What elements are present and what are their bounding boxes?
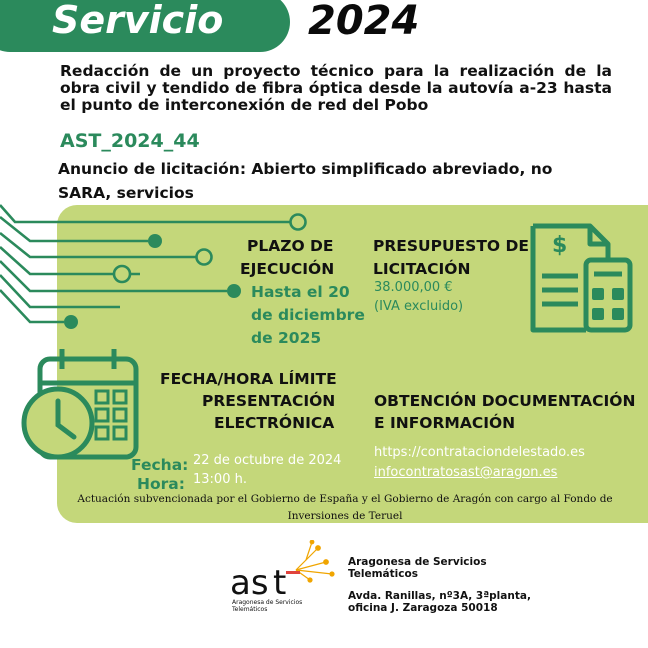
logo-subtitle-1: Aragonesa de Servicios xyxy=(232,599,303,606)
org-name-1: Aragonesa de Servicios xyxy=(348,556,487,568)
plazo-value-2: de diciembre xyxy=(251,306,365,324)
hora-label: Hora: xyxy=(137,475,185,493)
project-code: AST_2024_44 xyxy=(60,130,200,152)
hora-value: 13:00 h. xyxy=(193,472,247,487)
calendar-clock-icon xyxy=(18,347,144,465)
service-label: Servicio xyxy=(52,0,224,42)
presupuesto-amount: 38.000,00 € xyxy=(374,280,453,295)
org-name-2: Telemáticos xyxy=(348,568,418,580)
fecha-label: Fecha: xyxy=(131,456,189,474)
org-address-1: Avda. Ranillas, nº3A, 3ªplanta, xyxy=(348,590,531,602)
plazo-heading-2: EJECUCIÓN xyxy=(240,260,335,278)
plazo-heading-1: PLAZO DE xyxy=(247,237,334,255)
doc-url-link[interactable]: https://contrataciondelestado.es xyxy=(374,445,585,460)
fecha-heading-1: FECHA/HORA LÍMITE xyxy=(160,370,337,388)
doc-email-link[interactable]: infocontratosast@aragon.es xyxy=(374,465,558,480)
fecha-heading-3: ELECTRÓNICA xyxy=(214,414,335,432)
invoice-calculator-icon xyxy=(528,218,638,338)
funding-note: Actuación subvencionada por el Gobierno de España y el Gobierno de Aragón con cargo al Fondo de Inversiones de Teruel xyxy=(77,493,613,522)
presupuesto-heading-2: LICITACIÓN xyxy=(373,260,471,278)
svg-text:$: $ xyxy=(552,233,568,258)
presupuesto-heading-1: PRESUPUESTO DE xyxy=(373,237,529,255)
announcement-text: Anuncio de licitación: Abierto simplificado abreviado, no SARA, servicios xyxy=(58,160,553,202)
fecha-value: 22 de octubre de 2024 xyxy=(193,453,342,468)
org-address-2: oficina J. Zaragoza 50018 xyxy=(348,602,498,614)
svg-text:t: t xyxy=(273,563,287,603)
doc-heading-2: E INFORMACIÓN xyxy=(374,414,516,432)
logo-subtitle-2: Telemáticos xyxy=(232,606,268,613)
plazo-value-1: Hasta el 20 xyxy=(251,283,350,301)
plazo-value-3: de 2025 xyxy=(251,329,322,347)
presupuesto-note: (IVA excluido) xyxy=(374,299,464,314)
svg-text:as: as xyxy=(230,563,269,603)
fecha-heading-2: PRESENTACIÓN xyxy=(202,392,336,410)
year-label: 2024 xyxy=(308,0,420,44)
project-title: Redacción de un proyecto técnico para la realización de la obra civil y tendido de fibra óptica desde la autovía a-23 hasta el punto de interconexión de red del Pobo xyxy=(60,62,612,114)
doc-heading-1: OBTENCIÓN DOCUMENTACIÓN xyxy=(374,392,636,410)
